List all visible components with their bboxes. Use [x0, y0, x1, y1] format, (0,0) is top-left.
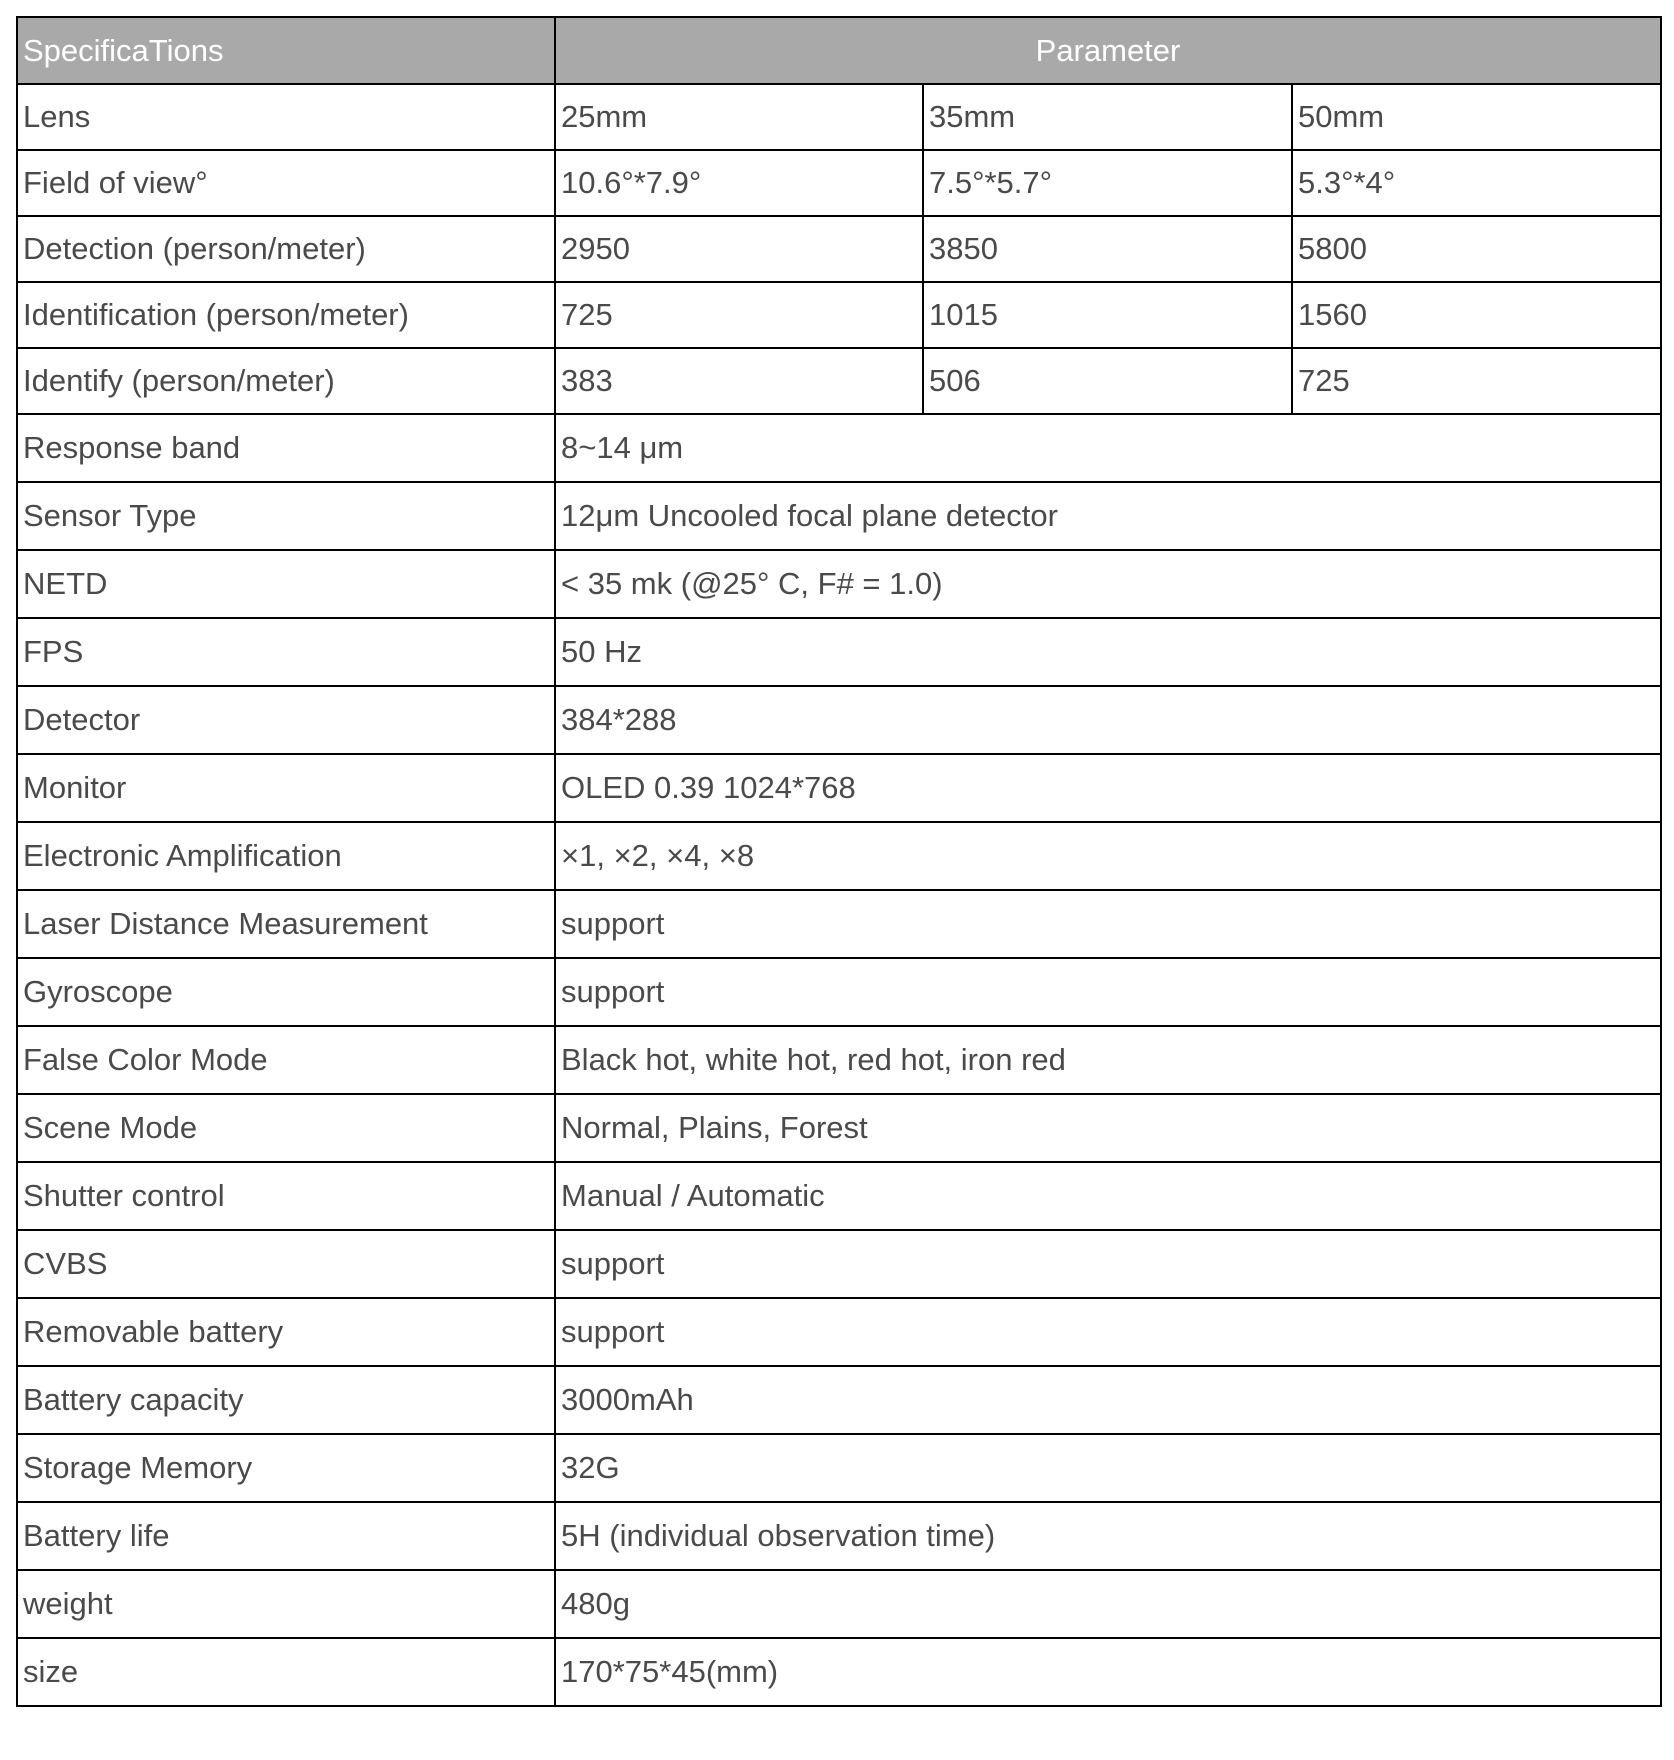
table-row-false-color-mode [17, 1026, 1661, 1094]
row-label: Response band [17, 414, 555, 482]
row-value-50mm: 1560 [1292, 282, 1661, 348]
table-row-battery-life [17, 1502, 1661, 1570]
row-label: Detector [17, 686, 555, 754]
row-label: Identification (person/meter) [17, 282, 555, 348]
table-row-battery-capacity [17, 1366, 1661, 1434]
row-value: 8~14 μm [555, 414, 1661, 482]
specifications-table [16, 16, 1662, 1707]
table-row-storage-memory [17, 1434, 1661, 1502]
row-value-50mm: 5.3°*4° [1292, 150, 1661, 216]
row-value: Black hot, white hot, red hot, iron red [555, 1026, 1661, 1094]
table-row-electronic-amplification [17, 822, 1661, 890]
row-value: support [555, 890, 1661, 958]
table-header-row [17, 17, 1661, 84]
table-row-shutter-control [17, 1162, 1661, 1230]
table-row-response-band [17, 414, 1661, 482]
table-row-size [17, 1638, 1661, 1706]
row-value-35mm: 3850 [923, 216, 1292, 282]
row-value: 12μm Uncooled focal plane detector [555, 482, 1661, 550]
row-value-50mm: 5800 [1292, 216, 1661, 282]
row-label: False Color Mode [17, 1026, 555, 1094]
table-row-sensor-type [17, 482, 1661, 550]
row-label: Sensor Type [17, 482, 555, 550]
row-label: Identify (person/meter) [17, 348, 555, 414]
row-value: 50 Hz [555, 618, 1661, 686]
row-value: 5H (individual observation time) [555, 1502, 1661, 1570]
row-value: OLED 0.39 1024*768 [555, 754, 1661, 822]
row-label: Detection (person/meter) [17, 216, 555, 282]
table-row-identification [17, 282, 1661, 348]
table-row-field-of-view [17, 150, 1661, 216]
table-row-fps [17, 618, 1661, 686]
table-row-cvbs [17, 1230, 1661, 1298]
row-value-35mm: 35mm [923, 84, 1292, 150]
table-row-scene-mode [17, 1094, 1661, 1162]
row-label: Electronic Amplification [17, 822, 555, 890]
row-label: Scene Mode [17, 1094, 555, 1162]
table-row-netd [17, 550, 1661, 618]
row-value: 32G [555, 1434, 1661, 1502]
row-value-25mm: 725 [555, 282, 923, 348]
row-label: CVBS [17, 1230, 555, 1298]
table-row-monitor [17, 754, 1661, 822]
table-row-laser-distance [17, 890, 1661, 958]
table-row-weight [17, 1570, 1661, 1638]
table-row-removable-battery [17, 1298, 1661, 1366]
row-label: Storage Memory [17, 1434, 555, 1502]
row-label: Gyroscope [17, 958, 555, 1026]
row-value-50mm: 725 [1292, 348, 1661, 414]
row-label: NETD [17, 550, 555, 618]
row-label: Lens [17, 84, 555, 150]
row-value: < 35 mk (@25° C, F# = 1.0) [555, 550, 1661, 618]
table-row-identify [17, 348, 1661, 414]
table-row-detection [17, 216, 1661, 282]
row-label: Shutter control [17, 1162, 555, 1230]
row-value-50mm: 50mm [1292, 84, 1661, 150]
row-value: ×1, ×2, ×4, ×8 [555, 822, 1661, 890]
row-value-25mm: 2950 [555, 216, 923, 282]
row-value-25mm: 25mm [555, 84, 923, 150]
row-label: Monitor [17, 754, 555, 822]
row-value: 480g [555, 1570, 1661, 1638]
table-row-lens [17, 84, 1661, 150]
row-label: FPS [17, 618, 555, 686]
table-row-gyroscope [17, 958, 1661, 1026]
row-value: support [555, 1298, 1661, 1366]
row-value-25mm: 10.6°*7.9° [555, 150, 923, 216]
header-parameter: Parameter [555, 17, 1661, 84]
row-label: Laser Distance Measurement [17, 890, 555, 958]
table-row-detector [17, 686, 1661, 754]
row-value-35mm: 506 [923, 348, 1292, 414]
row-value-25mm: 383 [555, 348, 923, 414]
row-value: 170*75*45(mm) [555, 1638, 1661, 1706]
row-label: Field of view° [17, 150, 555, 216]
row-value: support [555, 1230, 1661, 1298]
row-value: 384*288 [555, 686, 1661, 754]
row-value-35mm: 1015 [923, 282, 1292, 348]
row-label: Battery capacity [17, 1366, 555, 1434]
row-value: support [555, 958, 1661, 1026]
row-label: Battery life [17, 1502, 555, 1570]
row-value: Manual / Automatic [555, 1162, 1661, 1230]
row-value: Normal, Plains, Forest [555, 1094, 1661, 1162]
row-label: weight [17, 1570, 555, 1638]
row-value-35mm: 7.5°*5.7° [923, 150, 1292, 216]
row-label: Removable battery [17, 1298, 555, 1366]
header-specifications: SpecificaTions [17, 17, 555, 84]
row-label: size [17, 1638, 555, 1706]
row-value: 3000mAh [555, 1366, 1661, 1434]
